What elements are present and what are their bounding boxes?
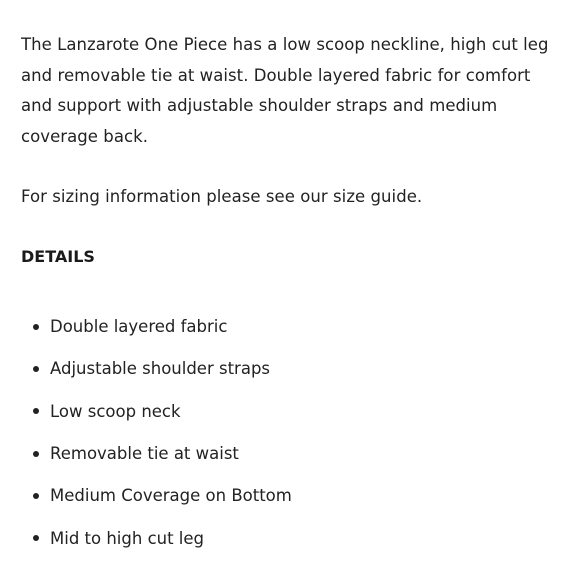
sizing-info: For sizing information please see our size guide.: [21, 187, 423, 206]
details-heading: DETAILS: [21, 246, 95, 266]
list-item: [33, 390, 560, 432]
details-list: [21, 306, 560, 560]
list-item-label: Medium Coverage on Bottom: [50, 486, 292, 506]
bullet-icon: [33, 493, 39, 499]
list-item-label: Adjustable shoulder straps: [50, 359, 271, 379]
list-item: [33, 475, 560, 517]
list-item: [33, 348, 560, 390]
bullet-icon: [33, 324, 39, 330]
bullet-icon: [33, 535, 39, 541]
list-item: [33, 432, 560, 474]
description-intro: The Lanzarote One Piece has a low scoop neckline, high cut leg and removable tie at waist. Double layered fabric for comfort and support with adjustable shoulder straps and medium coverage back.: [21, 35, 549, 146]
bullet-icon: [33, 366, 39, 372]
bullet-icon: [33, 408, 39, 414]
list-item: [33, 306, 560, 348]
list-item-label: Mid to high cut leg: [50, 528, 205, 548]
bullet-icon: [33, 451, 39, 457]
list-item-label: Double layered fabric: [50, 317, 228, 337]
list-item-label: Removable tie at waist: [50, 444, 239, 464]
list-item: [33, 517, 560, 559]
list-item-label: Low scoop neck: [50, 401, 181, 421]
